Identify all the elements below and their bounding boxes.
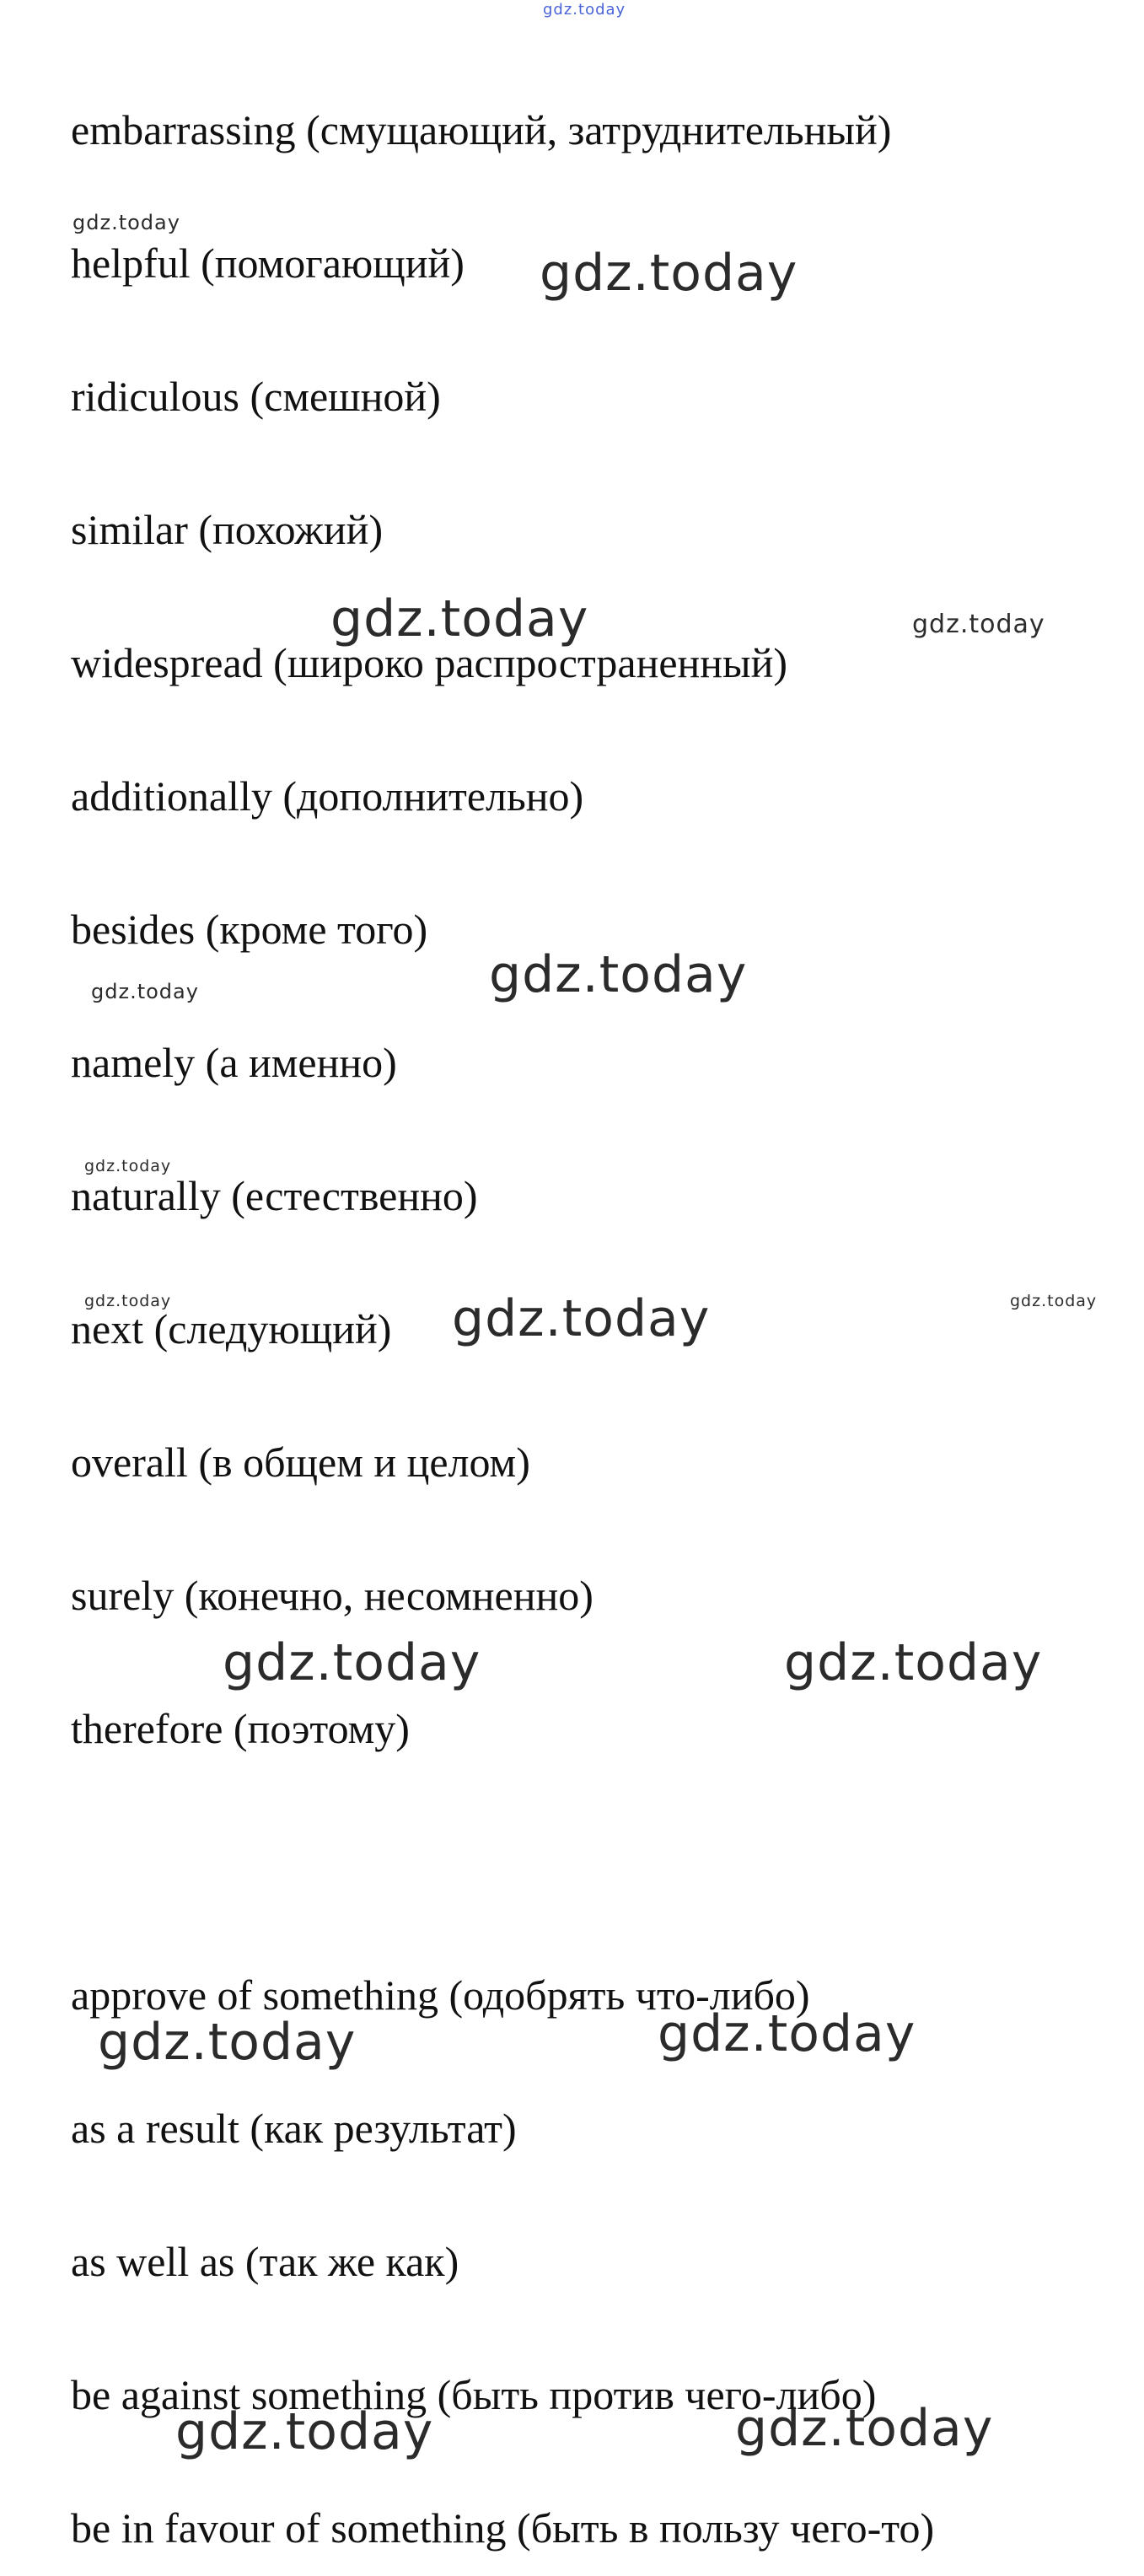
vocab-line: ridiculous (смешной) — [71, 373, 441, 420]
vocab-line: namely (а именно) — [71, 1039, 397, 1086]
vocab-line: approve of something (одобрять что-либо) — [71, 1971, 810, 2019]
vocab-line: besides (кроме того) — [71, 906, 428, 953]
vocab-line: be in favour of something (быть в пользу чего-то) — [71, 2504, 935, 2552]
vocab-line: as well as (так же как) — [71, 2238, 459, 2285]
watermark: gdz.today — [98, 2013, 357, 2072]
watermark: gdz.today — [912, 610, 1045, 639]
watermark: gdz.today — [489, 945, 748, 1004]
watermark: gdz.today — [73, 211, 180, 234]
watermark: gdz.today — [330, 589, 589, 648]
watermark: gdz.today — [735, 2399, 994, 2458]
watermark: gdz.today — [84, 1292, 172, 1310]
vocab-line: helpful (помогающий) — [71, 239, 465, 287]
vocab-line: surely (конечно, несомненно) — [71, 1572, 593, 1619]
vocab-line: as a result (как результат) — [71, 2105, 517, 2152]
vocab-line: be against something (быть против чего-либо) — [71, 2371, 877, 2418]
vocab-line: naturally (естественно) — [71, 1172, 478, 1219]
vocab-line: therefore (поэтому) — [71, 1705, 410, 1752]
watermark: gdz.today — [452, 1289, 711, 1348]
watermark: gdz.today — [84, 1157, 172, 1175]
vocab-line: additionally (дополнительно) — [71, 772, 584, 820]
vocab-line: overall (в общем и целом) — [71, 1439, 530, 1486]
watermark: gdz.today — [1010, 1292, 1098, 1310]
watermark: gdz.today — [658, 2004, 916, 2063]
vocab-line: widespread (широко распространенный) — [71, 639, 788, 686]
watermark: gdz.today — [223, 1633, 481, 1692]
vocab-line: embarrassing (смущающий, затруднительный) — [71, 106, 892, 153]
watermark: gdz.today — [175, 2402, 434, 2461]
watermark: gdz.today — [91, 980, 199, 1003]
watermark: gdz.today — [540, 244, 798, 303]
vocab-line: next (следующий) — [71, 1305, 392, 1353]
watermark: gdz.today — [784, 1633, 1043, 1692]
vocab-line: similar (похожий) — [71, 506, 384, 553]
watermark-top: gdz.today — [543, 1, 626, 19]
